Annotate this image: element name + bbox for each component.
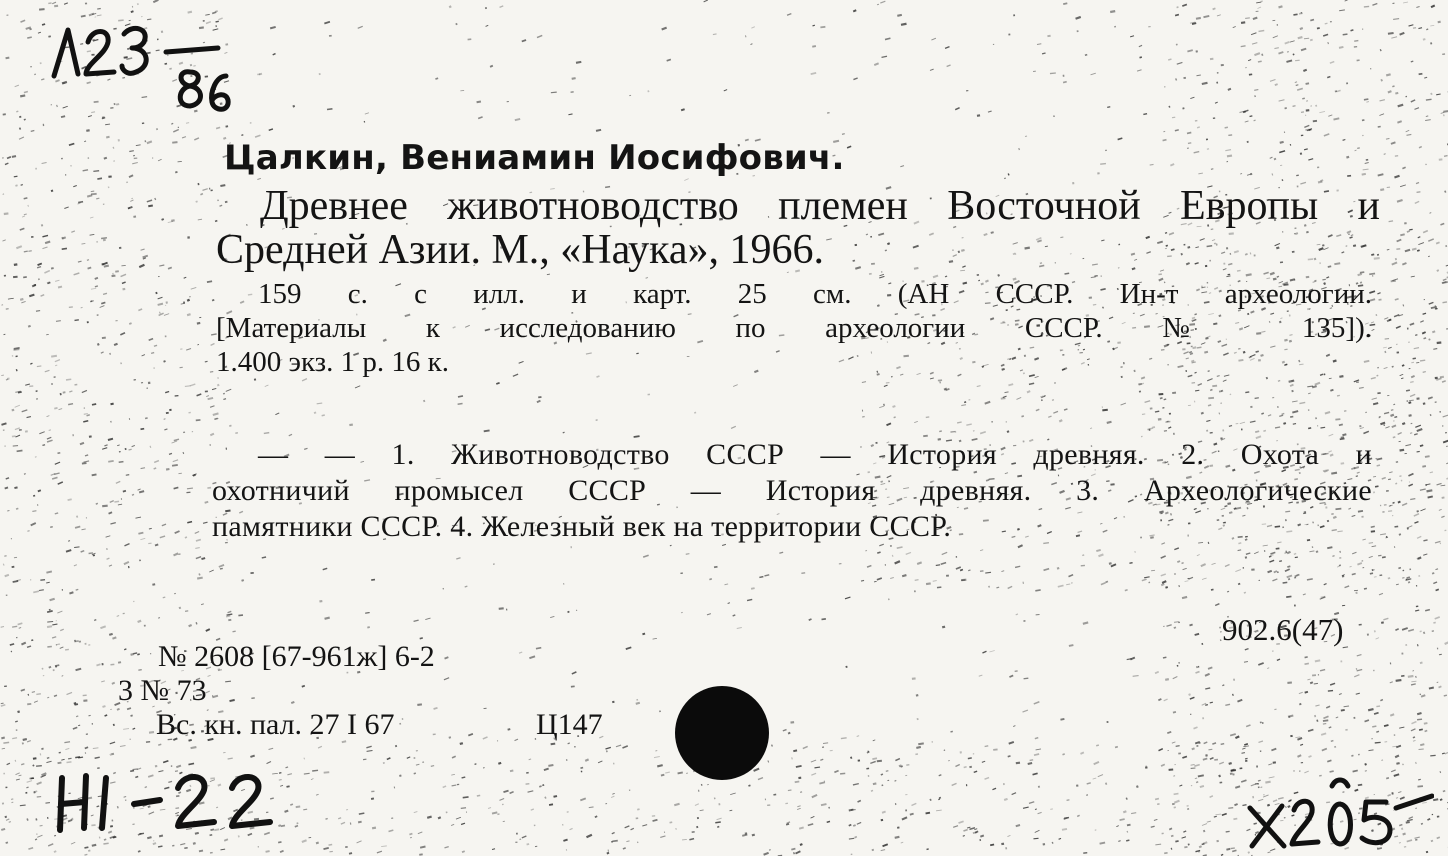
- record-number: № 2608 [67-961ж] 6-2: [158, 640, 435, 673]
- card-subjects-line-1: — — 1. Животноводство СССР — История древняя. 2. Охота и: [258, 438, 1372, 471]
- punch-hole: [675, 686, 769, 780]
- cutter-number: Ц147: [536, 708, 603, 741]
- card-description-line-1: 159 с. с илл. и карт. 25 см. (АН СССР. Ин-т археологии.: [258, 278, 1372, 310]
- card-title-line-1: Древнее животноводство племен Восточной Европы и: [260, 183, 1380, 229]
- card-description-line-3: 1.400 экз. 1 р. 16 к.: [216, 346, 449, 378]
- card-author: Цалкин, Вениамин Иосифович.: [224, 138, 845, 178]
- card-title-line-2: Средней Азии. М., «Наука», 1966.: [216, 227, 825, 273]
- handwritten-inventory-mark-left: [48, 764, 288, 844]
- handwritten-shelf-mark: [40, 14, 240, 124]
- card-description-line-2: [Материалы к исследованию по археологии СССР. № 135]).: [216, 312, 1372, 344]
- handwritten-inventory-mark-right: [1244, 766, 1434, 850]
- book-chamber-record: Вс. кн. пал. 27 I 67: [156, 708, 395, 741]
- card-subjects-line-2: охотничий промысел СССР — История древняя. 3. Археологические: [212, 474, 1372, 507]
- classification-number: 902.6(47): [1222, 612, 1344, 647]
- order-number: 3 № 73: [118, 674, 207, 707]
- card-subjects-line-3: памятники СССР. 4. Железный век на территории СССР.: [212, 510, 952, 543]
